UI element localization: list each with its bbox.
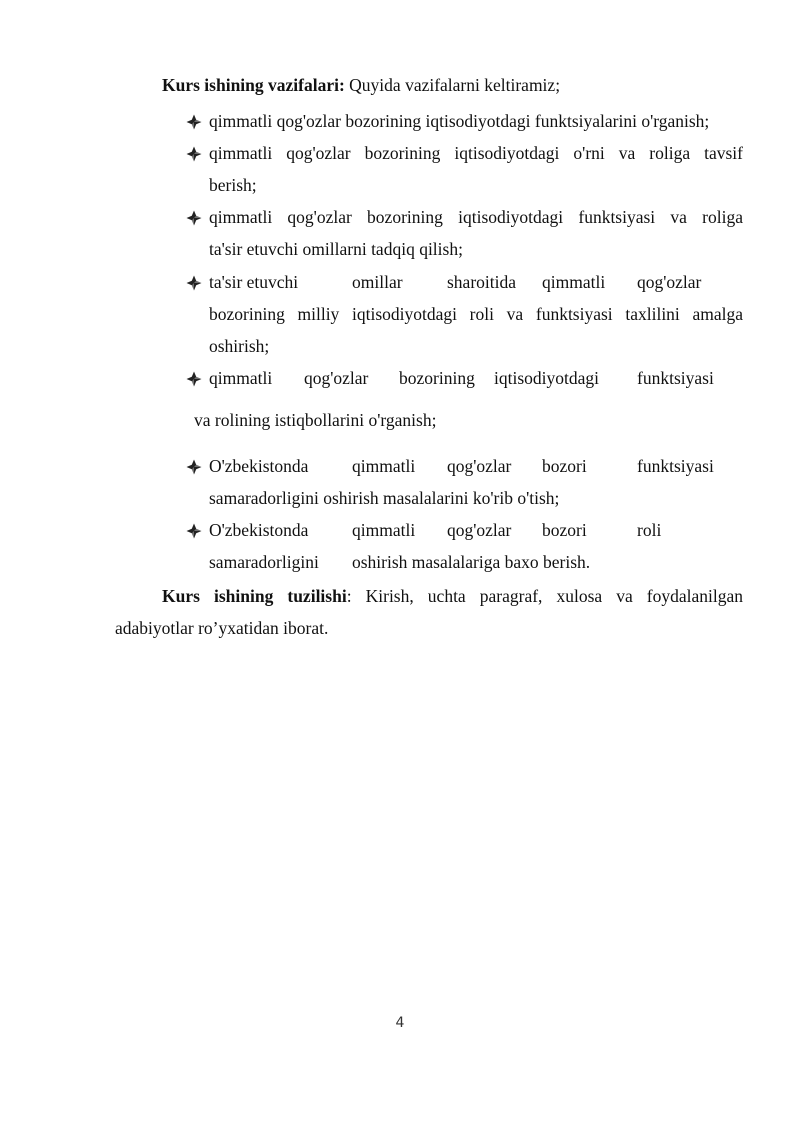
list-item-5-word-2: qog'ozlar [304, 368, 369, 388]
list-item-4-word-5: qog'ozlar [637, 272, 702, 292]
list-item-6-word-2: qimmatli [352, 456, 416, 476]
list-item-7-word-2: qimmatli [352, 520, 416, 540]
list-item-4-word-3: sharoitida [447, 272, 517, 292]
diamond-bullet-icon [186, 275, 202, 291]
structure-text: : Kirish, uchta paragraf, xulosa va foydalanilgan [346, 586, 743, 606]
page-number: 4 [395, 1015, 405, 1031]
structure-heading: Kurs ishining tuzilishi [162, 586, 347, 606]
list-item-7-word-6: samaradorligini [209, 552, 319, 572]
structure-paragraph-line-1 [162, 584, 743, 608]
diamond-bullet-icon [186, 114, 202, 130]
list-item-4-line-2: bozorining milliy iqtisodiyotdagi roli va funktsiyasi taxlilini amalga [209, 304, 743, 324]
list-item-4-word-1: ta'sir etuvchi [209, 272, 299, 292]
list-item-5-line-2: va rolining istiqbollarini o'rganish; [194, 410, 437, 430]
diamond-bullet-icon [186, 459, 202, 475]
list-item-6-word-5: funktsiyasi [637, 456, 714, 476]
list-item-3-line-2: ta'sir etuvchi omillarni tadqiq qilish; [209, 239, 463, 259]
list-item-7-word-1: O'zbekistonda [209, 520, 309, 540]
list-item-6-word-4: bozori [542, 456, 587, 476]
list-item-4-line-3: oshirish; [209, 336, 270, 356]
list-item-1-line-1: qimmatli qog'ozlar bozorining iqtisodiyotdagi funktsiyalarini o'rganish; [209, 111, 710, 131]
list-item-2-line-1: qimmatli qog'ozlar bozorining iqtisodiyotdagi o'rni va roliga tavsif [209, 143, 743, 163]
list-item-5-word-1: qimmatli [209, 368, 273, 388]
list-item-5-word-5: funktsiyasi [637, 368, 714, 388]
list-item-4-word-4: qimmatli [542, 272, 606, 292]
list-item-6-word-1: O'zbekistonda [209, 456, 309, 476]
list-item-6-word-3: qog'ozlar [447, 456, 512, 476]
list-item-6-line-2: samaradorligini oshirish masalalarini ko'rib o'tish; [209, 488, 560, 508]
list-item-5-word-4: iqtisodiyotdagi [494, 368, 599, 388]
diamond-bullet-icon [186, 523, 202, 539]
list-item-7-word-4: bozori [542, 520, 587, 540]
list-item-4-word-2: omillar [352, 272, 403, 292]
intro-paragraph [162, 73, 560, 97]
diamond-bullet-icon [186, 371, 202, 387]
list-item-5-word-3: bozorining [399, 368, 475, 388]
intro-text: Quyida vazifalarni keltiramiz; [344, 75, 561, 95]
list-item-7-word-7: oshirish masalalariga baxo berish. [352, 552, 591, 572]
structure-paragraph-line-2: adabiyotlar ro’yxatidan iborat. [115, 618, 329, 638]
list-item-1 [209, 109, 743, 133]
diamond-bullet-icon [186, 146, 202, 162]
list-item-3-line-1: qimmatli qog'ozlar bozorining iqtisodiyotdagi funktsiyasi va roliga [209, 207, 743, 227]
list-item-2-line-2: berish; [209, 175, 257, 195]
list-item-7-word-5: roli [637, 520, 662, 540]
intro-heading: Kurs ishining vazifalari: [162, 75, 345, 95]
list-item-7-word-3: qog'ozlar [447, 520, 512, 540]
diamond-bullet-icon [186, 210, 202, 226]
